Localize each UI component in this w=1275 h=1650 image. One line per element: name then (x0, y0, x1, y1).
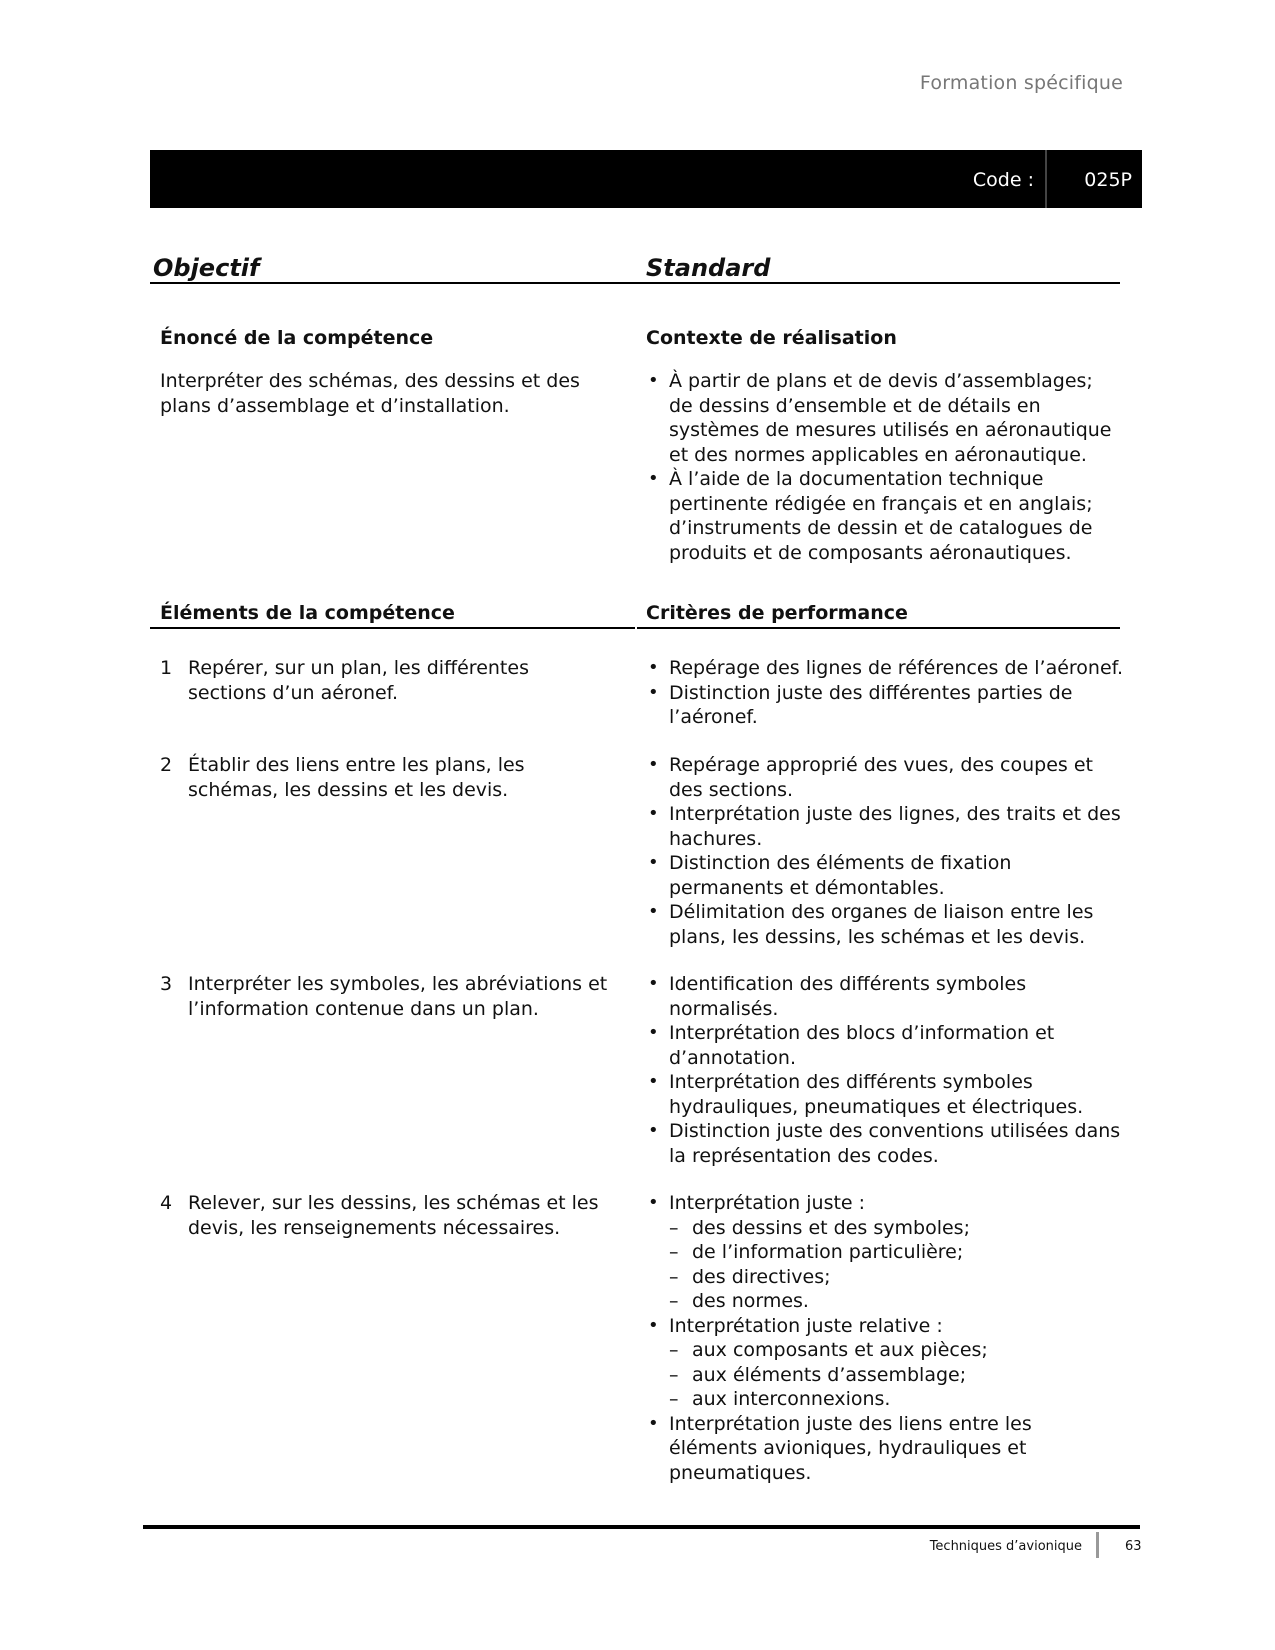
page-number: 63 (1125, 1539, 1142, 1554)
sub-item: – aux composants et aux pièces; (669, 1338, 1124, 1363)
section-header: Formation spécifique (919, 72, 1123, 94)
element-number: 1 (160, 657, 173, 679)
contexte-item: • À partir de plans et de devis d’assemblages; de dessins d’ensemble et de détails en systèmes de mesures utilisés en aéronautique et des normes applicables en aéronautique. (646, 369, 1114, 467)
critere-item: • Interprétation juste des liens entre les éléments avioniques, hydrauliques et pneumatiques. (646, 1412, 1124, 1486)
critere-text: Interprétation juste : (669, 1192, 866, 1214)
element-text: Établir des liens entre les plans, les schémas, les dessins et les devis. (188, 754, 525, 801)
code-label: Code : (972, 169, 1034, 191)
contexte-heading: Contexte de réalisation (646, 327, 897, 349)
title-rule (150, 282, 1120, 284)
enonce-heading: Énoncé de la compétence (160, 327, 434, 349)
contexte-list (646, 369, 1114, 565)
element-text: Interpréter les symboles, les abréviations et l’information contenue dans un plan. (188, 973, 608, 1020)
critere-item (646, 1314, 1124, 1412)
standard-title: Standard (646, 254, 771, 282)
critere-item: • Distinction juste des conventions utilisées dans la représentation des codes. (646, 1119, 1124, 1168)
critere-item (646, 1191, 1124, 1314)
critere-item: • Délimitation des organes de liaison entre les plans, les dessins, les schémas et les devis. (646, 900, 1124, 949)
element-text: Relever, sur les dessins, les schémas et les devis, les renseignements nécessaires. (188, 1192, 599, 1239)
element-number: 2 (160, 754, 173, 776)
criteres-heading: Critères de performance (646, 602, 908, 624)
enonce-text: Interpréter des schémas, des dessins et des plans d’assemblage et d’installation. (160, 370, 580, 417)
element-item (160, 753, 610, 802)
footer-divider (1096, 1532, 1099, 1558)
critere-item: • Interprétation juste des lignes, des traits et des hachures. (646, 802, 1124, 851)
criteres-group-1 (646, 656, 1124, 730)
sub-item: – des normes. (669, 1289, 1124, 1314)
critere-item: • Repérage approprié des vues, des coupes et des sections. (646, 753, 1124, 802)
critere-item: • Distinction des éléments de fixation permanents et démontables. (646, 851, 1124, 900)
critere-item: • Identification des différents symboles normalisés. (646, 972, 1124, 1021)
criteres-group-2 (646, 753, 1124, 949)
code-divider (1045, 150, 1047, 208)
critere-item: • Interprétation des blocs d’information et d’annotation. (646, 1021, 1124, 1070)
critere-item: • Interprétation des différents symboles hydrauliques, pneumatiques et électriques. (646, 1070, 1124, 1119)
sub-item: – des directives; (669, 1265, 1124, 1290)
contexte-item: • À l’aide de la documentation technique pertinente rédigée en français et en anglais; d’instruments de dessin et de catalogues de produits et de composants aéronautiques. (646, 467, 1114, 565)
critere-item: • Distinction juste des différentes parties de l’aéronef. (646, 681, 1124, 730)
element-text: Repérer, sur un plan, les différentes sections d’un aéronef. (188, 657, 529, 704)
element-item (160, 972, 610, 1021)
footer-rule (143, 1525, 1140, 1529)
objectif-title: Objectif (153, 254, 260, 282)
criteres-rule (637, 627, 1120, 629)
criteres-group-3 (646, 972, 1124, 1168)
elements-heading: Éléments de la compétence (160, 602, 455, 624)
sub-item: – de l’information particulière; (669, 1240, 1124, 1265)
sub-item: – aux interconnexions. (669, 1387, 1124, 1412)
critere-text: Interprétation juste relative : (669, 1314, 943, 1337)
sub-item: – des dessins et des symboles; (669, 1216, 1124, 1241)
element-number: 4 (160, 1192, 173, 1214)
elements-rule (150, 627, 635, 629)
element-number: 3 (160, 973, 173, 995)
element-item (160, 656, 610, 705)
footer-title: Techniques d’avionique (929, 1539, 1082, 1554)
critere-item: • Repérage des lignes de références de l’aéronef. (646, 656, 1124, 681)
element-item (160, 1191, 610, 1240)
code-bar (150, 150, 1142, 208)
criteres-group-4 (646, 1191, 1124, 1485)
code-value: 025P (1084, 169, 1132, 191)
sub-item: – aux éléments d’assemblage; (669, 1363, 1124, 1388)
